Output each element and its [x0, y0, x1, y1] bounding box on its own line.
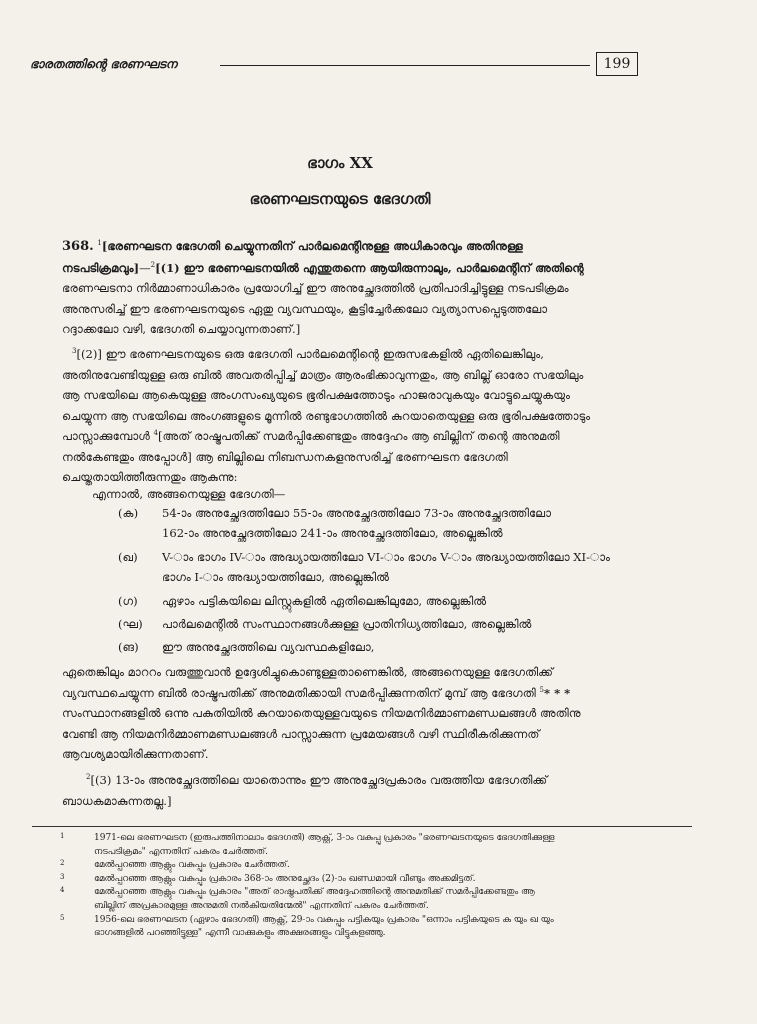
clause-text: 54-ാം അനുച്ഛേദത്തിലോ 55-ാം അനുച്ഛേദത്തിലോ 73-ാം അനുച്ഛേദത്തിലോ — [162, 506, 551, 520]
footnote-text: ഭാഗങ്ങളിൽ പറഞ്ഞിട്ടുള്ള" എന്നീ വാക്കുകളും അക്ഷരങ്ങളും വിട്ടുകളഞ്ഞു. — [94, 928, 386, 939]
clause-1-start: [(1) ഈ ഭരണഘടനയിൽ എന്തുതന്നെ ആയിരുന്നാലും, പാർലമെന്റിന് അതിന്റെ — [155, 260, 584, 275]
sub-clause-gha — [118, 614, 531, 634]
text-line: ഭരണഘടനാ നിർമ്മാണാധികാരം പ്രയോഗിച്ച് ഈ അനുച്ഛേദത്തിൽ പ്രതിപാദിച്ചിട്ടുള്ള നടപടിക്രമം — [62, 281, 569, 295]
page-number: 199 — [596, 52, 638, 76]
footnote-text: 1956-ലെ ഭരണഘടന (ഏഴാം ഭേദഗതി) ആക്റ്റ്, 29-ാം വകുപ്പും പട്ടികയും പ്രകാരം "ഒന്നാം പട്ടികയുടെ ക യും ഖ യും — [94, 914, 554, 925]
dash: — — [139, 260, 151, 275]
footnote-number: 4 — [60, 886, 65, 895]
footnote-text: നടപടിക്രമം" എന്നതിന് പകരം ചേർത്തത്. — [94, 846, 268, 857]
footnote-text: മേൽപ്പറഞ്ഞ ആക്റ്റും വകുപ്പും പ്രകാരം "അത് രാഷ്ട്രപതിക്ക് അദ്ദേഹത്തിന്റെ അനുമതിക്ക് സമർപ്പിക്കേണ്ടതും ആ — [94, 887, 535, 898]
text-line: ബാധകമാകുന്നതല്ല.] — [62, 793, 172, 808]
clause-text: ഭാഗം I-ാം അദ്ധ്യായത്തിലോ, അല്ലെങ്കിൽ — [162, 570, 390, 584]
text-fragment: വ്യവസ്ഥചെയ്യുന്ന ബിൽ രാഷ്ട്രപതിക്ക് അനുമതിക്കായി സമർപ്പിക്കുന്നതിന് മുമ്പ് ആ ഭേദഗതി — [62, 685, 540, 700]
footnote-divider — [32, 826, 692, 827]
clause-label: (ഘ) — [118, 617, 143, 631]
article-368-clause-3 — [62, 770, 702, 811]
text-line: അതിനുവേണ്ടിയുള്ള ഒരു ബിൽ അവതരിപ്പിച്ച് മാത്രം ആരംഭിക്കാവുന്നതും, ആ ബില്ല് ഓരോ സഭയിലും — [62, 367, 584, 382]
article-368-clause-1 — [62, 236, 702, 340]
chapter-title: ഭരണഘടനയുടെ ഭേദഗതി — [249, 190, 431, 208]
clause-label: (ഖ) — [118, 550, 138, 564]
text-line: റദ്ദാക്കലോ വഴി, ഭേദഗതി ചെയ്യാവുന്നതാണ്.] — [62, 322, 301, 336]
footnote-text: 1971-ലെ ഭരണഘടന (ഇരുപത്തിനാലാം ഭേദഗതി) ആക്റ്റ്, 3-ാം വകുപ്പു പ്രകാരം "ഭരണഘടനയുടെ ഭേദഗതിക്കുള്ള — [94, 833, 555, 843]
text-line: ആവശ്യമായിരിക്കുന്നതാണ്. — [62, 747, 209, 761]
footnote-number: 3 — [60, 872, 65, 881]
text-line: ഏതെങ്കിലും മാററം വരുത്തുവാൻ ഉദ്ദേശിച്ചുകൊണ്ടുള്ളതാണെങ്കിൽ, അങ്ങനെയുള്ള ഭേദഗതിക്ക് — [62, 665, 554, 679]
footnote-number: 1 — [60, 832, 65, 840]
footnote-text: മേൽപ്പറഞ്ഞ ആക്റ്റും വകുപ്പും പ്രകാരം 368-ാം അനുച്ഛേദം (2)-ാം ഖണ്ഡമായി വീണ്ടും അക്കമിട്ടത്. — [94, 873, 476, 884]
footnote-marker: 4 — [153, 429, 159, 438]
text-line: വേണ്ടി ആ നിയമനിർമ്മാണമണ്ഡലങ്ങൾ പാസ്സാക്കുന്ന പ്രമേയങ്ങൾ വഴി സ്ഥിരീകരിക്കുന്നത് — [62, 726, 540, 741]
footnote-number: 5 — [60, 913, 65, 922]
text-line: അനുസരിച്ച് ഈ ഭരണഘടനയുടെ ഏതു വ്യവസ്ഥയും, കൂട്ടിച്ചേർക്കലോ വ്യത്യാസപ്പെടുത്തലോ — [62, 301, 548, 316]
text-fragment: പാസ്സാക്കുമ്പോൾ — [62, 429, 154, 443]
footnotes — [60, 832, 700, 941]
footnote-marker: 5 — [539, 685, 544, 694]
sub-clause-nga — [118, 637, 374, 657]
text-fragment: [അത് രാഷ്ട്രപതിക്ക് സമർപ്പിക്കേണ്ടതും അദ്ദേഹം ആ ബില്ലിന് തന്റെ അനുമതി — [158, 429, 560, 443]
header-rule — [220, 65, 590, 66]
clause-text: ഈ അനുച്ഛേദത്തിലെ വ്യവസ്ഥകളിലോ, — [162, 640, 375, 654]
footnote-marker: 3 — [72, 347, 77, 356]
clause-label: (ങ) — [118, 640, 139, 654]
clause-text: 162-ാം അനുച്ഛേദത്തിലോ 241-ാം അനുച്ഛേദത്തിലോ, അല്ലെങ്കിൽ — [162, 526, 503, 540]
text-line: ചെയ്യുന്ന ആ സഭയിലെ അംഗങ്ങളുടെ മൂന്നിൽ രണ്ടുഭാഗത്തിൽ കുറയാതെയുള്ള ഒരു ഭൂരിപക്ഷത്തോടും — [62, 408, 591, 423]
footnote — [60, 832, 700, 859]
footnote — [60, 859, 700, 873]
text-line: സംസ്ഥാനങ്ങളിൽ ഒന്നു പകുതിയിൽ കുറയാതെയുള്ളവയുടെ നിയമനിർമ്മാണമണ്ഡലങ്ങൾ അതിനു — [62, 706, 581, 720]
footnote-marker: 1 — [97, 239, 102, 248]
section-heading-cont: നടപടിക്രമവും] — [62, 260, 140, 275]
text-line: നൽകേണ്ടതും അപ്പോൾ] ആ ബില്ലിലെ നിബന്ധനകളനുസരിച്ച് ഭരണഘടന ഭേദഗതി — [62, 449, 508, 464]
footnote — [60, 873, 700, 887]
footnote — [60, 914, 700, 941]
text-line: ചെയ്തതായിത്തീരുന്നതും ആകുന്നു: — [62, 470, 238, 484]
sub-clause-kha — [118, 547, 610, 587]
proviso-intro — [92, 484, 692, 505]
part-title: ഭാഗം XX — [307, 154, 373, 172]
footnote — [60, 886, 700, 913]
omission-stars: * * * — [543, 685, 571, 700]
footnote-text: മേൽപ്പറഞ്ഞ ആക്റ്റും വകുപ്പും പ്രകാരം ചേർത്തത്. — [94, 860, 290, 871]
footnote-text: ബില്ലിന് അപ്രകാരമുള്ള അനുമതി നൽകിയതിന്മേൽ" എന്നതിന് പകരം ചേർത്തത്. — [94, 900, 429, 911]
text-line: ആ സഭയിലെ ആകെയുള്ള അംഗസംഖ്യയുടെ ഭൂരിപക്ഷത്തോടും ഹാജരാവുകയും വോട്ടുചെയ്യുകയും — [62, 388, 570, 402]
article-368-clause-2 — [62, 344, 702, 488]
clause-text: V-ാം ഭാഗം IV-ാം അദ്ധ്യായത്തിലോ VI-ാം ഭാഗം V-ാം അദ്ധ്യായത്തിലോ XI-ാം — [162, 550, 611, 564]
footnote-marker: 2 — [86, 773, 91, 782]
sub-clause-ga — [118, 591, 486, 611]
clause-text: ഏഴാം പട്ടികയിലെ ലിസ്റ്റുകളിൽ ഏതിലെങ്കിലുമോ, അല്ലെങ്കിൽ — [162, 594, 487, 608]
clause-text: പാർലമെന്റിൽ സംസ്ഥാനങ്ങൾക്കുള്ള പ്രാതിനിധ്യത്തിലോ, അല്ലെങ്കിൽ — [162, 617, 532, 631]
footnote-number: 2 — [60, 859, 65, 868]
section-heading: [ഭരണഘടന ഭേദഗതി ചെയ്യുന്നതിന് പാർലമെന്റിനുള്ള അധികാരവും അതിനുള്ള — [101, 239, 523, 253]
section-number: 368. — [62, 239, 94, 254]
footnote-marker: 2 — [150, 260, 156, 269]
text-line: [(3) 13-ാം അനുച്ഛേദത്തിലെ യാതൊന്നും ഈ അനുച്ഛേദപ്രകാരം വരുത്തിയ ഭേദഗതിക്ക് — [90, 773, 548, 787]
closing-paragraph — [62, 662, 702, 765]
clause-label: (ഗ) — [118, 594, 138, 608]
text-line: എന്നാൽ, അങ്ങനെയുള്ള ഭേദഗതി— — [92, 487, 286, 501]
sub-clause-ka — [118, 503, 551, 543]
running-header — [30, 52, 638, 78]
running-title: ഭാരതത്തിന്റെ ഭരണഘടന — [30, 57, 177, 71]
clause-label: (ക) — [118, 506, 139, 520]
text-line: [(2)] ഈ ഭരണഘടനയുടെ ഒരു ഭേദഗതി പാർലമെന്റിന്റെ ഇരുസഭകളിൽ ഏതിലെങ്കിലും, — [76, 347, 544, 361]
